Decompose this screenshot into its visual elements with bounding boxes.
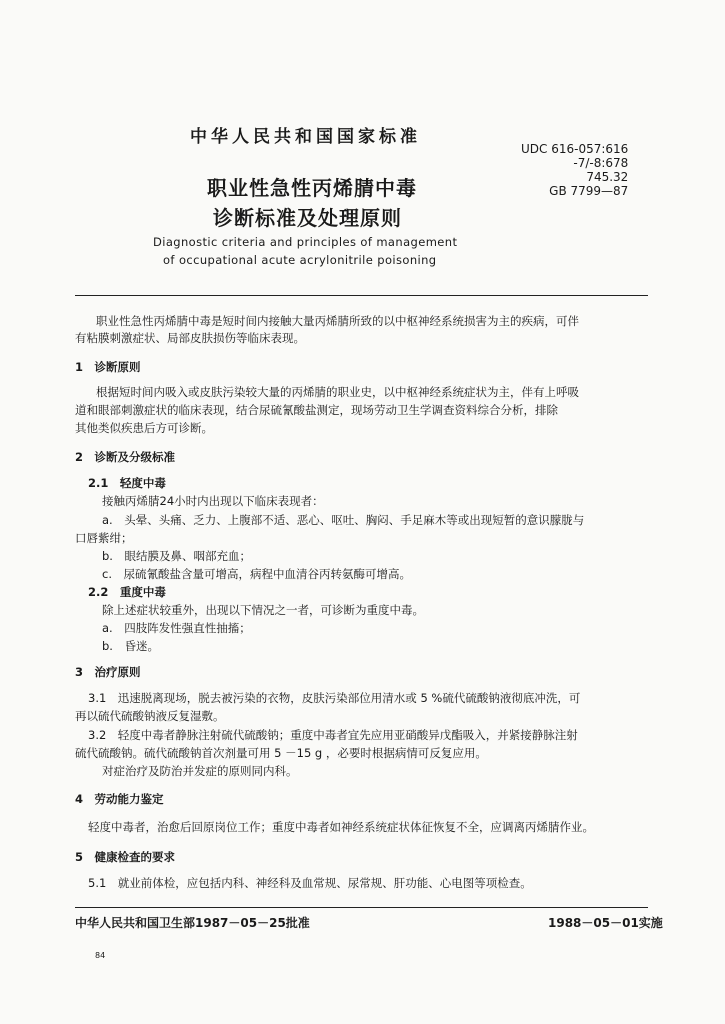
section-3-1-line: 再以硫代硫酸钠液反复湿敷。: [75, 709, 225, 723]
list-item: b. 眼结膜及鼻、咽部充血；: [102, 549, 251, 563]
section-1-paragraph-line: 道和眼部刺激症状的临床表现，结合尿硫氰酸盐测定，现场劳动卫生学调查资料综合分析，排除: [75, 403, 558, 417]
section-3-2-line: 3.2 轻度中毒者静脉注射硫代硫酸钠；重度中毒者宜先应用亚硝酸异戊酯吸入，并紧接静脉注射: [88, 728, 578, 742]
section-2-1-lead: 接触丙烯腈24小时内出现以下临床表现者：: [102, 494, 324, 508]
list-item: a. 头晕、头痛、乏力、上腹部不适、恶心、呕吐、胸闷、手足麻木等或出现短暂的意识朦胧与: [102, 513, 585, 527]
list-item: a. 四肢阵发性强直性抽搐；: [102, 621, 251, 635]
document-title-line1: 职业性急性丙烯腈中毒: [207, 176, 417, 200]
section-2-2-lead: 除上述症状较重外，出现以下情况之一者，可诊断为重度中毒。: [102, 603, 424, 617]
list-item: b. 昏迷。: [102, 639, 159, 653]
intro-line: 有粘膜刺激症状、局部皮肤损伤等临床表现。: [75, 331, 305, 345]
list-item-continuation: 口唇紫绀；: [75, 531, 133, 545]
section-4-paragraph: 轻度中毒者，治愈后回原岗位工作；重度中毒者如神经系统症状体征恢复不全，应调离丙烯腈作业。: [88, 820, 594, 834]
english-title-line1: Diagnostic criteria and principles of management: [153, 235, 458, 249]
udc-line: 745.32: [586, 170, 629, 184]
footer-divider: [75, 907, 648, 908]
section-1-heading: 1 诊断原则: [75, 360, 141, 374]
page-number: 84: [95, 951, 106, 960]
udc-line: -7/-8:678: [573, 156, 629, 170]
section-4-heading: 4 劳动能力鉴定: [75, 792, 164, 806]
section-3-heading: 3 治疗原则: [75, 665, 141, 679]
implementation-date: 1988－05－01实施: [548, 916, 663, 930]
gb-code: GB 7799—87: [549, 184, 629, 198]
udc-line: UDC 616-057:616: [521, 142, 629, 156]
national-standard-heading: 中华人民共和国国家标准: [190, 127, 421, 147]
section-2-1-heading: 2.1 轻度中毒: [88, 476, 166, 490]
section-5-1-line: 5.1 就业前体检，应包括内科、神经科及血常规、尿常规、肝功能、心电图等项检查。: [88, 876, 532, 890]
list-item: c. 尿硫氰酸盐含量可增高，病程中血清谷丙转氨酶可增高。: [102, 567, 411, 581]
section-5-heading: 5 健康检查的要求: [75, 850, 176, 864]
intro-line: 职业性急性丙烯腈中毒是短时间内接触大量丙烯腈所致的以中枢神经系统损害为主的疾病，可伴: [96, 314, 579, 328]
header-divider: [75, 295, 648, 296]
section-1-paragraph-line: 根据短时间内吸入或皮肤污染较大量的丙烯腈的职业史，以中枢神经系统症状为主，伴有上呼吸: [96, 385, 579, 399]
section-3-2-line: 硫代硫酸钠。硫代硫酸钠首次剂量可用 5 －15 g ，必要时根据病情可反复应用。: [75, 746, 487, 760]
section-3-1-line: 3.1 迅速脱离现场，脱去被污染的衣物，皮肤污染部位用清水或 5 %硫代硫酸钠液彻底冲洗，可: [88, 691, 581, 705]
english-title-line2: of occupational acute acrylonitrile poisoning: [163, 253, 437, 267]
document-title-line2: 诊断标准及处理原则: [213, 206, 402, 230]
udc-classification: [521, 142, 628, 198]
approval-date: 中华人民共和国卫生部1987－05－25批准: [75, 916, 310, 930]
section-3-2-line: 对症治疗及防治并发症的原则同内科。: [102, 764, 298, 778]
section-2-2-heading: 2.2 重度中毒: [88, 585, 166, 599]
section-2-heading: 2 诊断及分级标准: [75, 450, 176, 464]
section-1-paragraph-line: 其他类似疾患后方可诊断。: [75, 421, 213, 435]
